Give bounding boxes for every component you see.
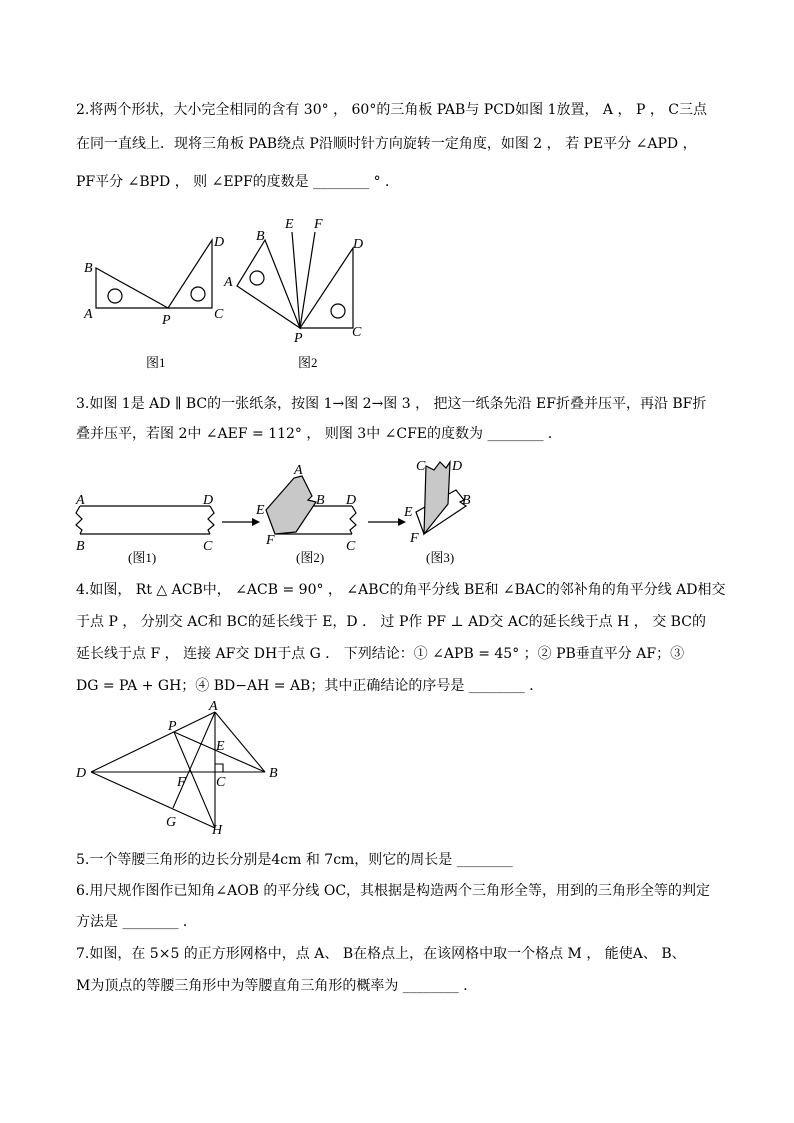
q4-line-2: 于点 P ， 分别交 AC和 BC的延长线于 E，D ． 过 P作 PF ⊥ AD交 AC的延长线于点 H ， 交 BC的	[76, 614, 706, 630]
label-c: C	[216, 775, 226, 790]
label-f: F	[266, 533, 275, 548]
label-e: E	[285, 217, 294, 232]
label-b: B	[256, 229, 265, 244]
q5-line: 5.一个等腰三角形的边长分别是4cm 和 7cm，则它的周长是 ________	[76, 852, 513, 868]
q3-line-2: 叠并压平，若图 2中 ∠AEF = 112° ， 则图 3中 ∠CFE的度数为 ________ ．	[76, 426, 562, 442]
strip-left-tear	[76, 506, 82, 534]
label-b: B	[269, 766, 278, 781]
strip-right-tear	[350, 506, 356, 534]
label-a: A	[209, 700, 218, 714]
label-a: A	[294, 463, 303, 478]
strip-right-tear	[208, 506, 214, 534]
q4-figure	[70, 700, 300, 840]
label-a: A	[224, 275, 233, 290]
q2-figure-1	[83, 235, 224, 370]
segment-ag	[173, 712, 215, 808]
q7-line-2: M为顶点的等腰三角形中为等腰直角三角形的概率为 ________ ．	[76, 978, 478, 994]
folded-layer-front	[424, 462, 450, 534]
folded-part	[266, 476, 316, 534]
label-b: B	[84, 261, 93, 276]
q4-line-3: 延长线于点 F ， 连接 AF交 DH于点 G ． 下列结论：① ∠APB = 45° ；② PB垂直平分 AF；③	[76, 646, 685, 662]
label-d: D	[76, 766, 87, 781]
label-h: H	[212, 823, 223, 838]
label-d: D	[353, 237, 364, 252]
label-d: D	[214, 235, 225, 250]
q2-line-3: PF平分 ∠BPD ， 则 ∠EPF的度数是 ________ ° ．	[76, 174, 400, 190]
ray-pf	[300, 232, 315, 328]
q3-figure-3	[403, 459, 471, 565]
label-p: P	[162, 313, 171, 328]
label-p: P	[168, 719, 177, 734]
label-b: B	[76, 539, 85, 554]
label-e: E	[216, 739, 225, 754]
triangle-pcd-2-hole	[331, 304, 345, 318]
label-a: A	[76, 493, 85, 508]
triangle-pcd-hole	[191, 287, 205, 301]
label-d: D	[452, 459, 463, 474]
label-a: A	[84, 307, 93, 322]
label-g: G	[166, 815, 177, 830]
label-d: D	[203, 493, 214, 508]
label-e: E	[404, 505, 413, 520]
label-f: F	[314, 217, 323, 232]
triangle-pab-hole	[108, 289, 122, 303]
q2-figure-1-caption: 图1	[146, 355, 166, 370]
label-c: C	[352, 325, 362, 340]
triangle-pcd	[168, 240, 212, 308]
q3-line-1: 3.如图 1是 AD ∥ BC的一张纸条，按图 1→图 2→图 3 ， 把这一纸条先沿 EF折叠并压平，再沿 BF折	[76, 396, 707, 412]
q3-figure-2	[255, 463, 356, 565]
q2-line-1: 2.将两个形状，大小完全相同的含有 30° ， 60°的三角板 PAB与 PCD如图 1放置， A ， P ， C三点	[76, 102, 707, 118]
q3-figure-2-caption: (图2)	[296, 550, 325, 565]
q2-figure-2-caption: 图2	[298, 355, 318, 370]
q2-line-2: 在同一直线上．现将三角板 PAB绕点 P沿顺时针方向旋转一定角度，如图 2 ， 若 PE平分 ∠APD ，	[76, 136, 697, 152]
label-c: C	[416, 459, 426, 474]
label-d: D	[346, 493, 357, 508]
q3-figure-1-caption: (图1)	[128, 550, 157, 565]
q2-figure-2	[223, 217, 363, 370]
label-b: B	[316, 493, 325, 508]
triangle-pcd-2	[300, 248, 353, 328]
q4-line-4: DG = PA + GH；④ BD−AH = AB；其中正确结论的序号是 ________ ．	[76, 678, 544, 694]
q2-figures	[70, 210, 400, 380]
segment-dh	[91, 772, 215, 828]
q3-figures	[70, 452, 490, 572]
label-c: C	[203, 539, 213, 554]
label-f: F	[177, 775, 186, 790]
label-c: C	[214, 307, 224, 322]
q4-line-1: 4.如图， Rt △ ACB中， ∠ACB = 90° ， ∠ABC的角平分线 BE和 ∠BAC的邻补角的角平分线 AD相交	[76, 582, 726, 598]
label-c: C	[346, 539, 356, 554]
q3-figure-1	[75, 493, 214, 565]
label-f: F	[410, 531, 419, 546]
q3-figure-3-caption: (图3)	[426, 550, 455, 565]
q6-line-1: 6.用尺规作图作已知角∠AOB 的平分线 OC，其根据是构造两个三角形全等，用到的三角形全等的判定	[76, 883, 711, 899]
ray-pe	[292, 232, 300, 328]
q7-line-1: 7.如图，在 5×5 的正方形网格中，点 A、 B在格点上，在该网格中取一个格点 M ， 能使A、 B、	[76, 946, 686, 962]
rotated-triangle-hole	[250, 271, 264, 285]
label-p: P	[294, 331, 303, 346]
rotated-triangle-pab	[237, 240, 300, 328]
label-e: E	[256, 503, 265, 518]
right-angle-mark	[215, 764, 223, 772]
arrow-1-head	[252, 518, 260, 526]
label-b: B	[462, 493, 471, 508]
q6-line-2: 方法是 ________ ．	[76, 914, 197, 930]
triangle-pab	[96, 268, 168, 308]
